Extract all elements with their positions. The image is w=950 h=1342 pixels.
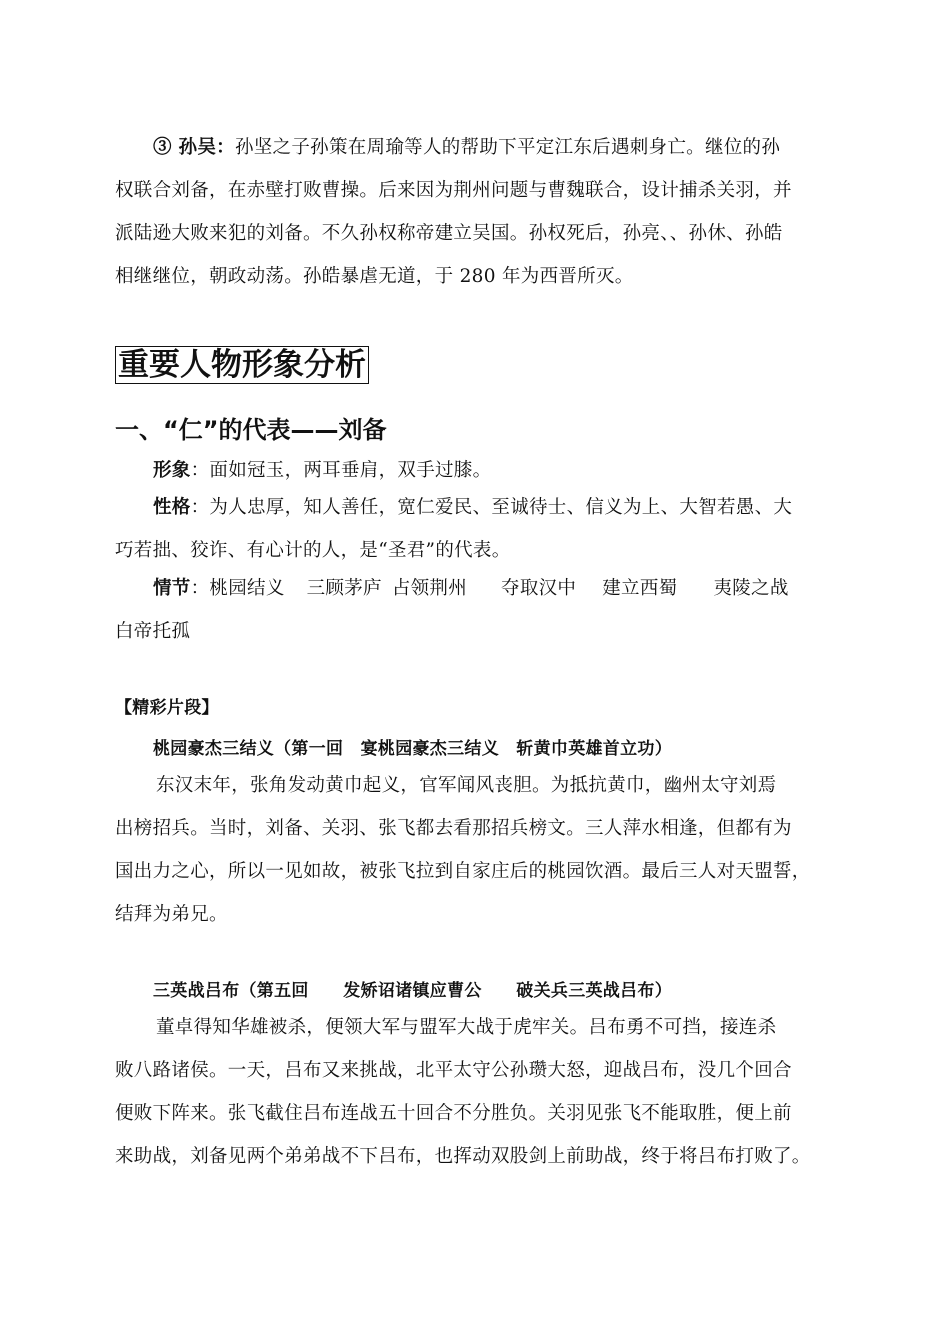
episode1-line-3: 国出力之心，所以一见如故，被张飞拉到自家庄后的桃园饮酒。最后三人对天盟誓， bbox=[115, 861, 811, 882]
episode2-line-4: 来助战，刘备见两个弟弟战不下吕布，也挥动双股剑上前助战，终于将吕布打败了。 bbox=[115, 1146, 811, 1167]
episode1-line-1: 东汉末年，张角发动黄巾起义，官军闻风丧胆。为抵抗黄巾，幽州太守刘焉 bbox=[156, 775, 777, 796]
wu-para-line-2: 权联合刘备，在赤壁打败曹操。后来因为荆州问题与曹魏联合，设计捕杀关羽，并 bbox=[115, 180, 792, 201]
xingge-line-1: 性格：为人忠厚，知人善任，宽仁爱民、至诚待士、信义为上、大智若愚、大 bbox=[153, 497, 793, 518]
qingjie-last-item: 白帝托孤 bbox=[115, 621, 191, 642]
main-heading: 重要人物形象分析 bbox=[115, 346, 369, 384]
wu-para-line-4: 相继继位，朝政动荡。孙皓暴虐无道，于 280 年为西晋所灭。 bbox=[115, 266, 634, 287]
plot-item: 占领荆州 bbox=[391, 578, 468, 599]
xingxiang-line: 形象：面如冠玉，两耳垂肩，双手过膝。 bbox=[153, 460, 492, 481]
episode2-line-1: 董卓得知华雄被杀，便领大军与盟军大战于虎牢关。吕布勇不可挡，接连杀 bbox=[156, 1017, 777, 1038]
episode1-line-4: 结拜为弟兄。 bbox=[115, 904, 228, 925]
episode1-title: 桃园豪杰三结义（第一回 宴桃园豪杰三结义 斩黄巾英雄首立功） bbox=[153, 739, 672, 759]
qingjie-line: 情节：桃园结义 三顾茅庐 占领荆州 夺取汉中 建立西蜀 夷陵之战 bbox=[153, 578, 789, 599]
xingxiang-label: 形象 bbox=[153, 460, 191, 481]
episode1-line-2: 出榜招兵。当时，刘备、关羽、张飞都去看那招兵榜文。三人萍水相逢，但都有为 bbox=[115, 818, 792, 839]
jingcai-label: 【精彩片段】 bbox=[115, 698, 219, 718]
plot-item: 桃园结义 bbox=[209, 578, 285, 599]
liubei-heading: 一、“仁”的代表——刘备 bbox=[115, 416, 387, 444]
wu-para-line-1: ③ 孙吴：孙坚之子孙策在周瑜等人的帮助下平定江东后遇刺身亡。继位的孙 bbox=[153, 137, 781, 158]
plot-item: 夷陵之战 bbox=[713, 578, 789, 599]
plot-item: 夺取汉中 bbox=[501, 578, 577, 599]
xingge-label: 性格 bbox=[153, 497, 191, 518]
wu-para-line-3: 派陆逊大败来犯的刘备。不久孙权称帝建立吴国。孙权死后，孙亮、、孙休、孙皓 bbox=[115, 223, 783, 244]
episode2-title: 三英战吕布（第五回 发矫诏诸镇应曹公 破关兵三英战吕布） bbox=[153, 981, 672, 1001]
qingjie-label: 情节 bbox=[153, 578, 191, 599]
episode2-line-2: 败八路诸侯。一天，吕布又来挑战，北平太守公孙瓒大怒，迎战吕布，没几个回合 bbox=[115, 1060, 792, 1081]
xingge-line-2: 巧若拙、狡诈、有心计的人，是“圣君”的代表。 bbox=[115, 540, 511, 561]
plot-item: 三顾茅庐 bbox=[306, 578, 382, 599]
plot-item: 建立西蜀 bbox=[602, 578, 678, 599]
wu-label: ③ 孙吴： bbox=[153, 137, 235, 158]
episode2-line-3: 便败下阵来。张飞截住吕布连战五十回合不分胜负。关羽见张飞不能取胜，便上前 bbox=[115, 1103, 792, 1124]
